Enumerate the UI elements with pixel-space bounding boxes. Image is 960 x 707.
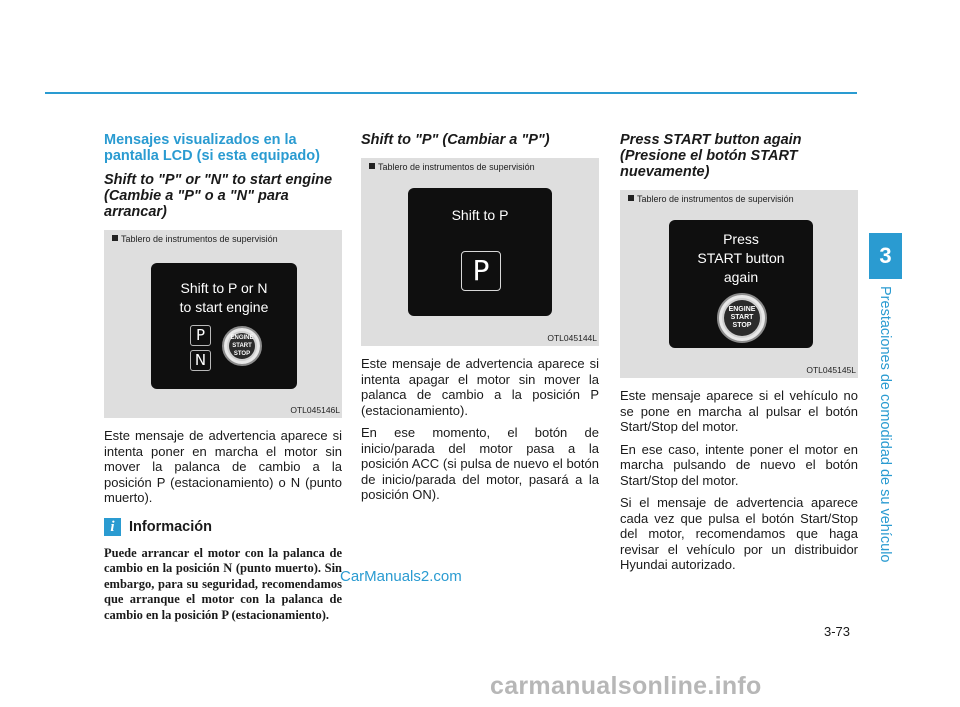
paragraph: En ese momento, el botón de inicio/parada del motor pasa a la posición ACC (si pulsa de nuevo el botón de inicio/parada del motor, pasará a la posición ON). xyxy=(361,425,599,502)
cluster-display xyxy=(669,220,813,348)
gear-n-icon: N xyxy=(190,350,211,371)
figure-caption: Tablero de instrumentos de supervisión xyxy=(628,194,794,204)
paragraph: Este mensaje de advertencia aparece si intenta poner en marcha el motor sin mover la palanca de cambio a la posición P (estacionamiento) o N (punto muerto). xyxy=(104,428,342,505)
gear-p-icon: P xyxy=(190,325,211,346)
figure-code: OTL045146L xyxy=(290,405,340,415)
watermark-carmanualsonline: carmanualsonline.info xyxy=(490,672,762,700)
figure-shift-p-or-n xyxy=(104,230,342,418)
figure-code: OTL045145L xyxy=(806,365,856,375)
page-number: 3-73 xyxy=(824,624,851,639)
column-3 xyxy=(620,120,858,573)
figure-code: OTL045144L xyxy=(547,333,597,343)
section-heading: Mensajes visualizados en la pantalla LCD (si esta equipado) xyxy=(104,132,320,164)
paragraph: Este mensaje de advertencia aparece si intenta apagar el motor sin mover la palanca de cambio a la posición P (estacionamiento). xyxy=(361,356,599,418)
column-1 xyxy=(104,120,342,623)
subheading-shift-p-or-n: Shift to "P" or "N" to start engine (Cambie a "P" o a "N" para arrancar) xyxy=(104,172,333,220)
info-title: Información xyxy=(129,518,212,535)
figure-caption: Tablero de instrumentos de supervisión xyxy=(369,162,535,172)
info-text: Puede arrancar el motor con la palanca de cambio en la posición N (punto muerto). Sin embargo, para su seguridad, recomendamos que arranque el motor con la palanca de cambio en la posición P (estacionamiento). xyxy=(104,545,342,622)
square-bullet-icon xyxy=(112,235,118,241)
figure-shift-to-p xyxy=(361,158,599,346)
engine-start-stop-button-icon: ENGINE START STOP xyxy=(717,293,767,343)
top-rule xyxy=(45,92,857,94)
gear-p-icon: P xyxy=(461,251,501,291)
info-header xyxy=(104,518,342,538)
square-bullet-icon xyxy=(369,163,375,169)
engine-start-stop-button-icon: ENGINE START STOP xyxy=(222,326,262,366)
chapter-number-tab: 3 xyxy=(869,233,902,279)
figure-caption: Tablero de instrumentos de supervisión xyxy=(112,234,278,244)
subheading-shift-to-p: Shift to "P" (Cambiar a "P") xyxy=(361,132,550,148)
display-message: Press START button again xyxy=(697,231,785,285)
paragraph: Este mensaje aparece si el vehículo no se pone en marcha al pulsar el botón Start/Stop del motor. xyxy=(620,388,858,434)
info-icon: i xyxy=(104,518,121,536)
paragraph: En ese caso, intente poner el motor en marcha pulsando de nuevo el botón Start/Stop del motor. xyxy=(620,441,858,488)
figure-press-start-again xyxy=(620,190,858,378)
chapter-title: Prestaciones de comodidad de su vehículo xyxy=(877,286,893,563)
square-bullet-icon xyxy=(628,195,634,201)
display-message: Shift to P or N to start engine xyxy=(179,280,269,315)
column-2 xyxy=(361,120,599,503)
paragraph: Si el mensaje de advertencia aparece cada vez que pulsa el botón Start/Stop del motor, recomendamos que haga revisar el vehículo por un distribuidor Hyundai autorizado. xyxy=(620,495,858,572)
cluster-display xyxy=(408,188,552,316)
cluster-display xyxy=(151,263,297,389)
display-message: Shift to P xyxy=(451,207,509,223)
subheading-press-start-again: Press START button again (Presione el botón START nuevamente) xyxy=(620,132,802,180)
watermark-carmanuals2: CarManuals2.com xyxy=(340,568,462,585)
